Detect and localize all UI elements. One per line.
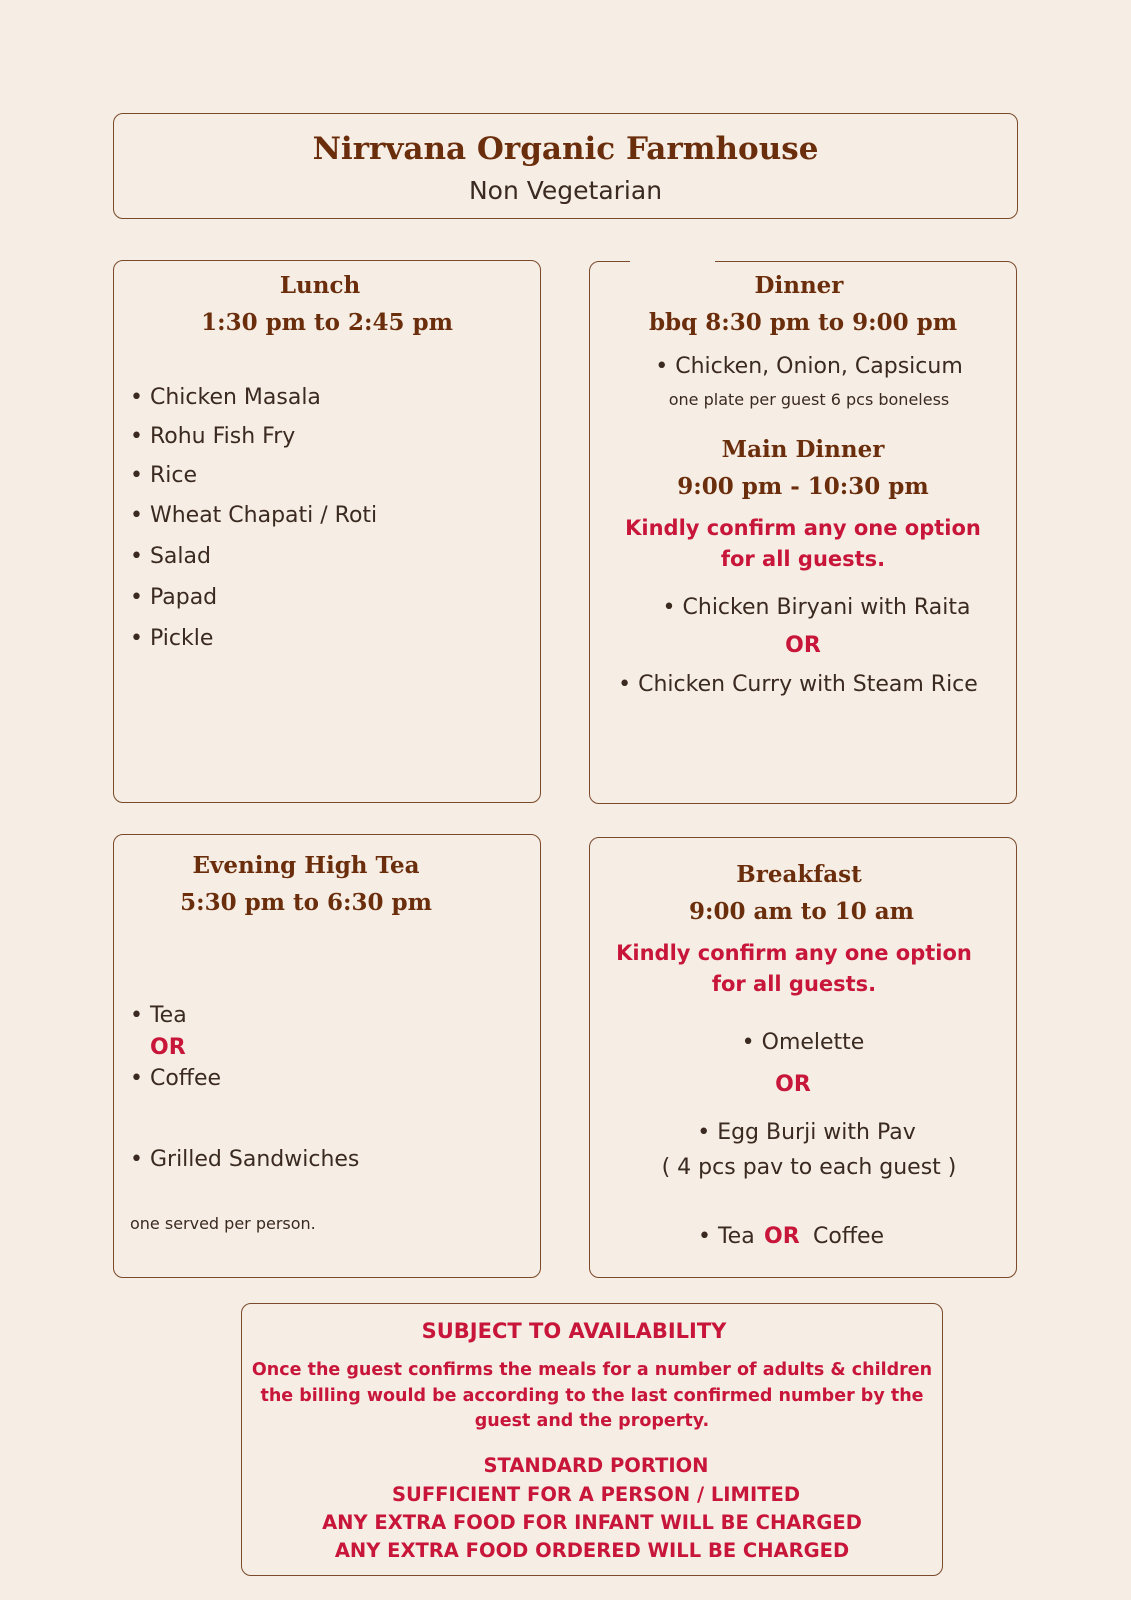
lunch-item: • Rohu Fish Fry [130,424,296,449]
dinner-confirm-line2: for all guests. [720,547,886,571]
dinner-box-gap [630,259,715,263]
bbq-item: • Chicken, Onion, Capsicum [655,354,963,379]
notice-paragraph-line2: the billing would be according to the last confirmed number by the [260,1386,924,1406]
lunch-item: • Rice [130,463,197,488]
dinner-or: OR [785,633,821,658]
notice-infant-charge: ANY EXTRA FOOD FOR INFANT WILL BE CHARGED [322,1511,862,1534]
notice-standard-portion: STANDARD PORTION [483,1454,709,1477]
lunch-item: • Chicken Masala [130,385,321,410]
lunch-item: • Wheat Chapati / Roti [130,503,378,528]
high-tea-title: Evening High Tea [192,852,420,879]
breakfast-title: Breakfast [736,861,862,888]
dinner-option-curry: • Chicken Curry with Steam Rice [618,672,978,697]
dinner-title: Dinner [754,272,844,299]
breakfast-or: OR [775,1072,811,1097]
sandwich-item: • Grilled Sandwiches [130,1147,360,1172]
breakfast-confirm-line2: for all guests. [711,972,877,996]
lunch-title: Lunch [279,272,361,299]
lunch-box [113,260,541,803]
breakfast-drink-coffee: Coffee [813,1224,885,1249]
tea-item: • Tea [130,1003,187,1028]
breakfast-option-omelette: • Omelette [741,1030,865,1055]
breakfast-option-note: ( 4 pcs pav to each guest ) [661,1155,957,1180]
tea-or: OR [150,1035,186,1060]
notice-paragraph-line3: guest and the property. [474,1411,710,1431]
lunch-item: • Pickle [130,626,214,651]
notice-sufficient: SUFFICIENT FOR A PERSON / LIMITED [391,1483,801,1506]
bbq-time: bbq 8:30 pm to 9:00 pm [648,309,958,336]
breakfast-confirm-line1: Kindly confirm any one option [616,941,972,965]
breakfast-time: 9:00 am to 10 am [689,898,914,925]
high-tea-time: 5:30 pm to 6:30 pm [180,889,432,916]
main-dinner-time: 9:00 pm - 10:30 pm [677,473,929,500]
lunch-item: • Salad [130,544,211,569]
notice-extra-charge: ANY EXTRA FOOD ORDERED WILL BE CHARGED [334,1539,850,1562]
notice-title: SUBJECT TO AVAILABILITY [421,1319,727,1343]
dinner-option-biryani: • Chicken Biryani with Raita [662,595,971,620]
lunch-item: • Papad [130,585,218,610]
farmhouse-title: Nirrvana Organic Farmhouse [312,131,819,167]
breakfast-option-burji: • Egg Burji with Pav [697,1120,916,1145]
bbq-note: one plate per guest 6 pcs boneless [668,390,950,409]
notice-box [241,1303,943,1576]
menu-type: Non Vegetarian [468,176,663,205]
dinner-confirm-line1: Kindly confirm any one option [625,516,981,540]
notice-paragraph-line1: Once the guest confirms the meals for a number of adults & children [251,1360,933,1380]
coffee-item: • Coffee [130,1066,222,1091]
breakfast-drink-tea: • Tea [698,1224,755,1249]
main-dinner-title: Main Dinner [721,436,885,463]
breakfast-drink-or: OR [764,1224,800,1249]
high-tea-note: one served per person. [130,1214,316,1233]
lunch-time: 1:30 pm to 2:45 pm [201,309,453,336]
